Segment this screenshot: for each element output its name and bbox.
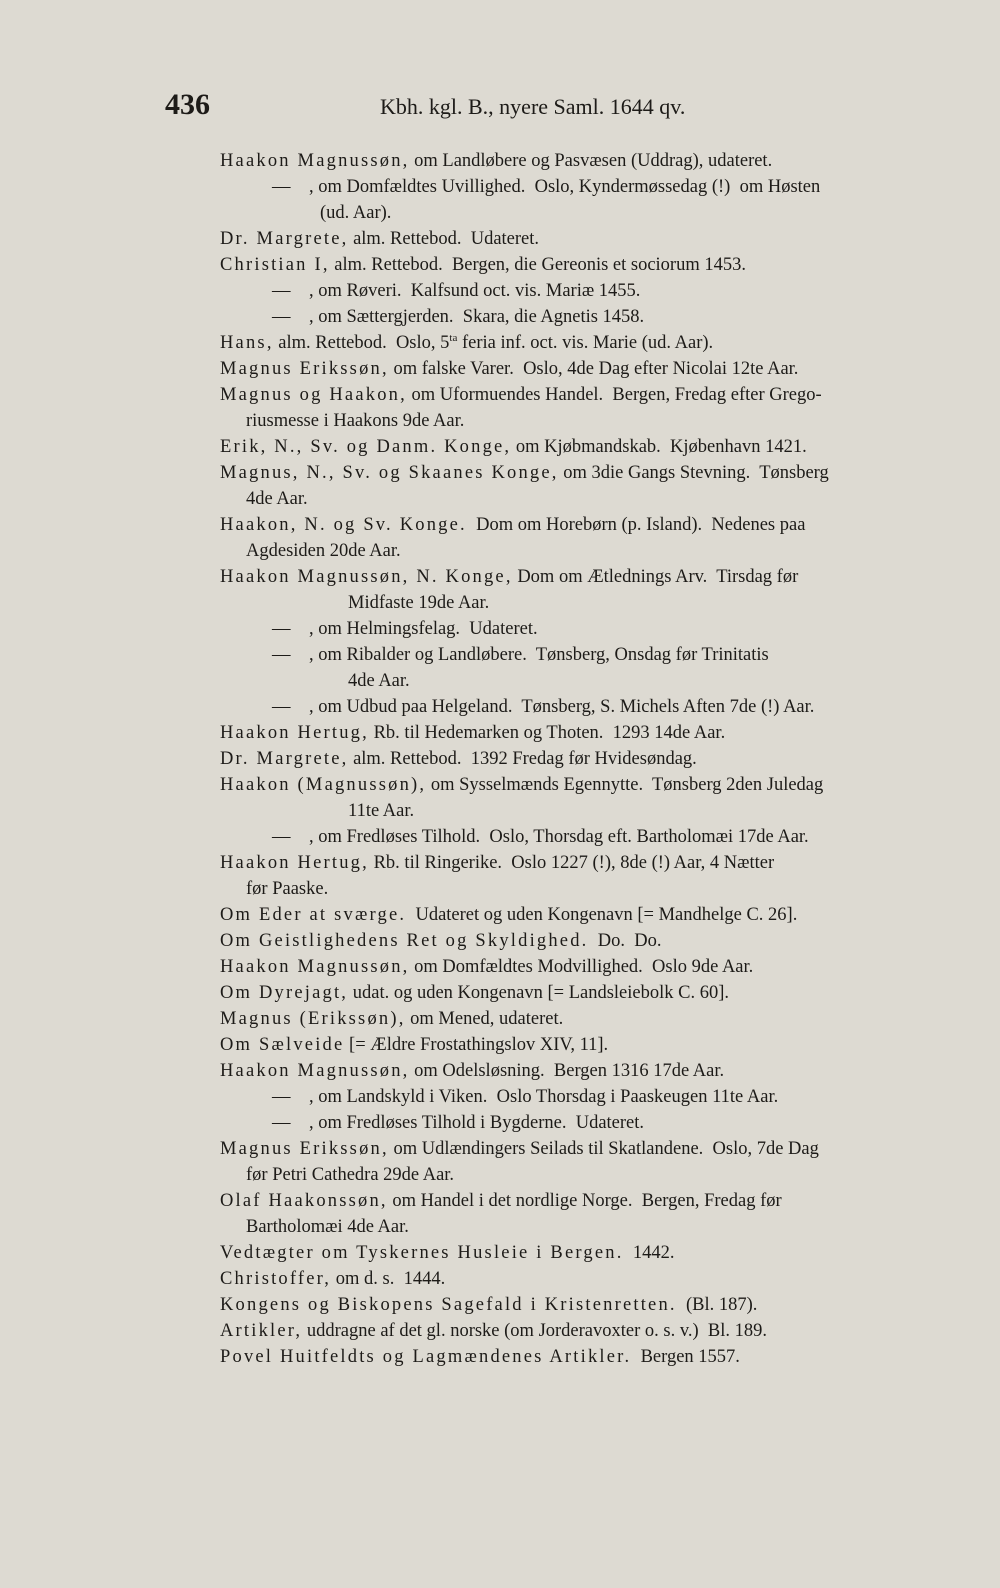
entry-line [220,174,965,200]
entry-continuation: Midfaste 19de Aar. [348,593,490,613]
entry-line [220,1240,965,1266]
catalog-entry [220,226,965,252]
entry-line [220,1006,965,1032]
catalog-entry [220,1240,965,1266]
catalog-entry [220,434,965,460]
entry-text: feria inf. oct. vis. Marie (ud. Aar). [457,333,714,353]
catalog-entry [220,512,965,564]
entry-name: Haakon Hertug, [220,853,369,873]
catalog-entry [220,928,965,954]
entry-text: Bergen 1557. [631,1347,740,1367]
entry-name: Olaf Haakonssøn, [220,1191,388,1211]
entry-line [220,564,965,590]
entry-line [220,330,965,356]
entry-text: alm. Rettebod. Bergen, die Gereonis et sociorum 1453. [329,255,746,275]
entry-text: om Uformuendes Handel. Bergen, Fredag efter Grego- [406,385,822,405]
entry-name: Om Dyrejagt, [220,983,349,1003]
entry-text: om Handel i det nordlige Norge. Bergen, Fredag før [387,1191,782,1211]
entry-line [220,1344,965,1370]
page-number: 436 [165,88,210,121]
catalog-entry [220,694,965,720]
entry-continuation: riusmesse i Haakons 9de Aar. [246,411,465,431]
entry-name: Artikler, [220,1321,303,1341]
entry-text: om Kjøbmandskab. Kjøbenhavn 1421. [511,437,807,457]
entry-text: — , om Røveri. Kalfsund oct. vis. Mariæ 1455. [272,281,641,301]
entry-continuation: før Petri Cathedra 29de Aar. [246,1165,455,1185]
entry-name: Christian I, [220,255,330,275]
entry-name: Haakon Magnussøn, [220,1061,410,1081]
entry-text: alm. Rettebod. 1392 Fredag før Hvidesøndag. [348,749,697,769]
catalog-entry [220,1110,965,1136]
catalog-entry [220,304,965,330]
entry-name: Haakon (Magnussøn), [220,775,427,795]
page-header [165,88,955,128]
catalog-entry [220,356,965,382]
entry-name: Christoffer, [220,1269,332,1289]
entry-line [220,278,965,304]
entry-text: — , om Helmingsfelag. Udateret. [272,619,538,639]
entry-line [220,304,965,330]
entry-line [220,1084,965,1110]
entry-continuation: Agdesiden 20de Aar. [246,541,401,561]
catalog-entry [220,850,965,902]
catalog-entry [220,382,965,434]
catalog-entry [220,954,965,980]
entry-superscript: ta [449,331,458,344]
entry-line [220,928,965,954]
entry-text: — , om Fredløses Tilhold i Bygderne. Udateret. [272,1113,645,1133]
entry-text: Dom om Ætlednings Arv. Tirsdag før [512,567,799,587]
catalog-entry [220,746,965,772]
entry-line [220,1292,965,1318]
entry-line [220,746,965,772]
catalog-entry [220,564,965,616]
entry-text: Udateret og uden Kongenavn [= Mandhelge C. 26]. [406,905,798,925]
catalog-entry [220,330,965,356]
entry-continuation: 4de Aar. [348,671,410,691]
catalog-entry [220,824,965,850]
entry-name: Kongens og Biskopens Sagefald i Kristenretten. [220,1295,677,1315]
entry-continuation: 11te Aar. [348,801,415,821]
entry-text: — , om Sættergjerden. Skara, die Agnetis 1458. [272,307,645,327]
entry-text: om Landløbere og Pasvæsen (Uddrag), udateret. [409,151,773,171]
entry-text: Dom om Horebørn (p. Island). Nedenes paa [466,515,806,535]
entry-line [220,694,965,720]
catalog-entry [220,1032,965,1058]
entry-line [220,850,965,876]
catalog-entry [220,980,965,1006]
entry-line [220,356,965,382]
entry-line [220,720,965,746]
entry-text: Rb. til Ringerike. Oslo 1227 (!), 8de (!) Aar, 4 Nætter [368,853,775,873]
catalog-entry [220,1344,965,1370]
catalog-entry [220,174,965,226]
catalog-entry [220,1058,965,1084]
entry-line [220,252,965,278]
entry-line [220,1032,965,1058]
entry-line [220,382,965,408]
entry-text: — , om Fredløses Tilhold. Oslo, Thorsdag eft. Bartholomæi 17de Aar. [272,827,809,847]
entry-line [220,434,965,460]
entry-name: Haakon Hertug, [220,723,369,743]
catalog-entry [220,1136,965,1188]
catalog-entry [220,1084,965,1110]
entry-line [220,226,965,252]
entry-text: om d. s. 1444. [331,1269,446,1289]
entry-text: Do. Do. [588,931,662,951]
entry-text: om 3die Gangs Stevning. Tønsberg [558,463,829,483]
entry-text: om Sysselmænds Egennytte. Tønsberg 2den Juledag [426,775,824,795]
entry-text: — , om Ribalder og Landløbere. Tønsberg, Onsdag før Trinitatis [272,645,769,665]
catalog-entry [220,1266,965,1292]
entry-name: Magnus Erikssøn, [220,359,389,379]
entry-line [220,902,965,928]
entry-text: om falske Varer. Oslo, 4de Dag efter Nicolai 12te Aar. [388,359,799,379]
entry-line [220,148,965,174]
entry-name: Povel Huitfeldts og Lagmændenes Artikler. [220,1347,632,1367]
entry-line [220,1188,965,1214]
entry-text: om Mened, udateret. [405,1009,564,1029]
entry-name: Hans, [220,333,274,353]
entry-text: — , om Landskyld i Viken. Oslo Thorsdag i Paaskeugen 11te Aar. [272,1087,779,1107]
catalog-entry [220,1006,965,1032]
entry-line [220,772,965,798]
entry-text: — , om Udbud paa Helgeland. Tønsberg, S. Michels Aften 7de (!) Aar. [272,697,815,717]
entry-name: Haakon Magnussøn, [220,151,410,171]
entry-continuation: (ud. Aar). [320,203,392,223]
entry-text: om Udlændingers Seilads til Skatlandene. Oslo, 7de Dag [388,1139,819,1159]
entry-name: Magnus (Erikssøn), [220,1009,406,1029]
entry-line [220,1318,965,1344]
entry-name: Om Sælveide [220,1035,345,1055]
entry-text: 1442. [623,1243,675,1263]
catalog-entry [220,1292,965,1318]
catalog-entry [220,1188,965,1240]
catalog-entry [220,616,965,642]
entry-line [220,954,965,980]
entry-name: Haakon Magnussøn, N. Konge, [220,567,513,587]
entry-continuation: Bartholomæi 4de Aar. [246,1217,409,1237]
catalog-entry [220,1318,965,1344]
catalog-entry [220,460,965,512]
catalog-entry [220,772,965,824]
catalog-entry [220,148,965,174]
entry-line [220,616,965,642]
entry-continuation: 4de Aar. [246,489,308,509]
entry-line [220,460,965,486]
entry-line [220,1058,965,1084]
entry-name: Magnus Erikssøn, [220,1139,389,1159]
catalog-entries [220,148,965,1370]
entry-text: (Bl. 187). [676,1295,758,1315]
entry-line [220,1136,965,1162]
catalog-entry [220,902,965,928]
entry-text: alm. Rettebod. Oslo, 5 [273,333,450,353]
entry-name: Haakon, N. og Sv. Konge. [220,515,467,535]
catalog-entry [220,720,965,746]
catalog-entry [220,252,965,278]
entry-line [220,642,965,668]
entry-name: Om Geistlighedens Ret og Skyldighed. [220,931,589,951]
entry-name: Haakon Magnussøn, [220,957,410,977]
running-head: Kbh. kgl. B., nyere Saml. 1644 qv. [380,94,686,119]
entry-text: om Domfældtes Modvillighed. Oslo 9de Aar. [409,957,754,977]
entry-text: om Odelsløsning. Bergen 1316 17de Aar. [409,1061,725,1081]
entry-text: uddragne af det gl. norske (om Jorderavoxter o. s. v.) Bl. 189. [302,1321,768,1341]
entry-text: [= Ældre Frostathingslov XIV, 11]. [344,1035,609,1055]
entry-text: — , om Domfældtes Uvillighed. Oslo, Kyndermøssedag (!) om Høsten [272,177,821,197]
entry-name: Dr. Margrete, [220,229,349,249]
entry-name: Om Eder at sværge. [220,905,407,925]
entry-text: Rb. til Hedemarken og Thoten. 1293 14de Aar. [368,723,726,743]
catalog-entry [220,278,965,304]
entry-line [220,980,965,1006]
entry-continuation: før Paaske. [246,879,329,899]
entry-line [220,824,965,850]
entry-line [220,1110,965,1136]
entry-line [220,1266,965,1292]
entry-name: Vedtægter om Tyskernes Husleie i Bergen. [220,1243,624,1263]
entry-name: Magnus, N., Sv. og Skaanes Konge, [220,463,559,483]
entry-line [220,512,965,538]
catalog-entry [220,642,965,694]
entry-text: alm. Rettebod. Udateret. [348,229,540,249]
entry-name: Erik, N., Sv. og Danm. Konge, [220,437,512,457]
entry-name: Magnus og Haakon, [220,385,407,405]
entry-name: Dr. Margrete, [220,749,349,769]
entry-text: udat. og uden Kongenavn [= Landsleiebolk C. 60]. [348,983,729,1003]
